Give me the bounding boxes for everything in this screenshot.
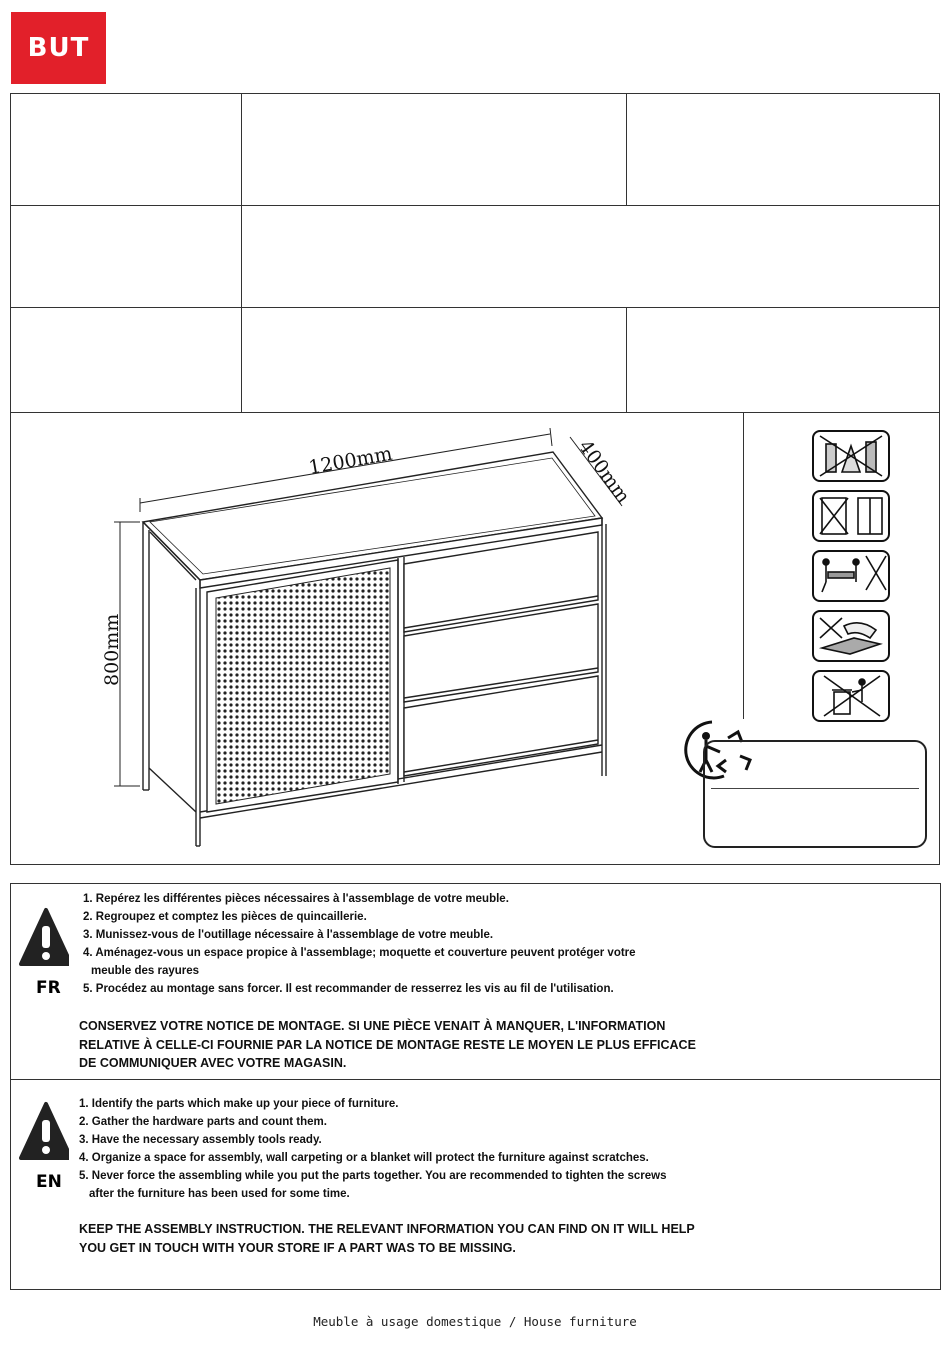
- two-person-assembly-icon: [812, 550, 890, 602]
- step-en: 3. Have the necessary assembly tools ready.: [79, 1134, 322, 1146]
- notice-line-en: KEEP THE ASSEMBLY INSTRUCTION. THE RELEVANT INFORMATION YOU CAN FIND ON IT WILL HELP: [79, 1222, 695, 1236]
- step-fr: 5. Procédez au montage sans forcer. Il est recommander de resserrez les vis au fil de l'utilisation.: [83, 983, 614, 995]
- depth-dimension: 400mm: [573, 436, 635, 508]
- notice-line-fr: CONSERVEZ VOTRE NOTICE DE MONTAGE. SI UNE PIÈCE VENAIT À MANQUER, L'INFORMATION: [79, 1019, 666, 1033]
- step-fr: meuble des rayures: [91, 965, 200, 977]
- steps-en: [79, 1095, 667, 1203]
- language-label-fr: FR: [36, 978, 61, 998]
- step-fr: 4. Aménagez-vous un espace propice à l'assemblage; moquette et couverture peuvent protéger votre: [83, 947, 636, 959]
- brand-logo-text: BUT: [27, 33, 90, 63]
- recycling-info-box: [703, 740, 927, 848]
- notice-line-fr: RELATIVE À CELLE-CI FOURNIE PAR LA NOTICE DE MONTAGE RESTE LE MOYEN LE PLUS EFFICACE: [79, 1037, 696, 1052]
- step-fr: 2. Regroupez et comptez les pièces de quincaillerie.: [83, 911, 367, 923]
- protect-floor-icon: [812, 610, 890, 662]
- step-en: 2. Gather the hardware parts and count them.: [79, 1116, 327, 1128]
- no-leaning-icon: [812, 490, 890, 542]
- warning-icon: [19, 1100, 69, 1162]
- footer-note: Meuble à usage domestique / House furniture: [313, 1314, 637, 1329]
- language-label-en: EN: [36, 1172, 62, 1192]
- step-en: 1. Identify the parts which make up your piece of furniture.: [79, 1098, 399, 1110]
- no-trash-disposal-icon: [812, 670, 890, 722]
- notice-fr: [79, 1017, 696, 1073]
- step-en: 4. Organize a space for assembly, wall carpeting or a blanket will protect the furniture against scratches.: [79, 1152, 649, 1164]
- notice-line-en: YOU GET IN TOUCH WITH YOUR STORE IF A PART WAS TO BE MISSING.: [79, 1240, 516, 1255]
- instructions-en-panel: [10, 1079, 941, 1290]
- instructions-fr-panel: [10, 883, 941, 1080]
- step-fr: 3. Munissez-vous de l'outillage nécessaire à l'assemblage de votre meuble.: [83, 929, 494, 941]
- steps-fr: [83, 890, 636, 998]
- recycling-info-divider: [711, 788, 919, 789]
- no-chemical-cleaners-icon: [812, 430, 890, 482]
- height-dimension: 800mm: [101, 613, 123, 686]
- step-fr: 1. Repérez les différentes pièces nécessaires à l'assemblage de votre meuble.: [83, 893, 509, 905]
- notice-en: [79, 1220, 695, 1257]
- width-dimension: 1200mm: [307, 442, 394, 479]
- step-en: after the furniture has been used for some time.: [89, 1188, 350, 1200]
- notice-line-fr: DE COMMUNIQUER AVEC VOTRE MAGASIN.: [79, 1056, 347, 1070]
- warning-icon: [19, 906, 69, 968]
- step-en: 5. Never force the assembling while you put the parts together. You are recommended to tighten the screws: [79, 1170, 667, 1182]
